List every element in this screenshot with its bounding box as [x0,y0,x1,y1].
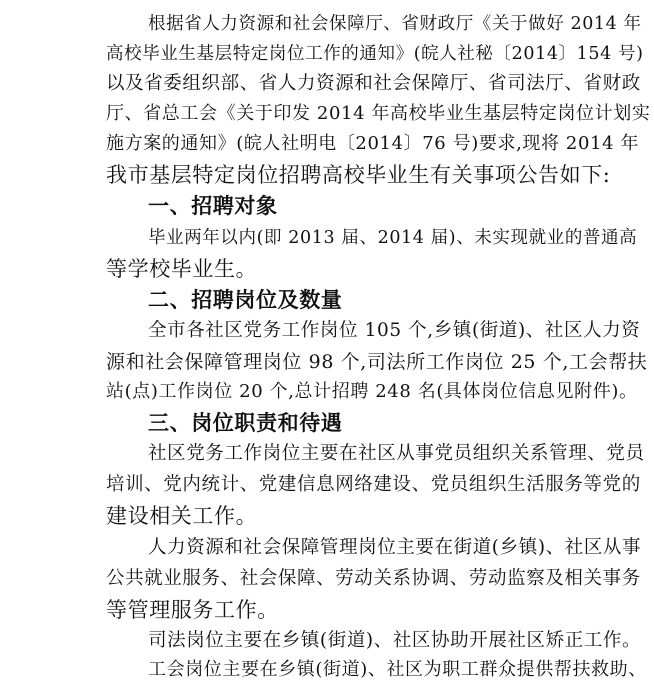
body-paragraph-line: 等学校毕业生。 [106,257,258,281]
body-paragraph-line: 毕业两年以内(即 2013 届、2014 届)、未实现就业的普通高 [148,228,638,248]
body-paragraph-line: 等管理服务工作。 [106,598,279,622]
body-paragraph-line: 工会岗位主要在乡镇(街道)、社区为职工群众提供帮扶救助、 [148,659,647,680]
body-paragraph-line: 我市基层特定岗位招聘高校毕业生有关事项公告如下: [106,163,611,187]
body-paragraph-line: 社区党务工作岗位主要在社区从事党员组织关系管理、党员 [148,443,645,464]
body-paragraph-line: 以及省委组织部、省人力资源和社会保障厅、省司法厅、省财政 [106,73,641,94]
body-paragraph-line: 人力资源和社会保障管理岗位主要在街道(乡镇)、社区从事 [148,537,642,558]
body-paragraph-line: 培训、党内统计、党建信息网络建设、党员组织生活服务等党的 [106,474,641,495]
body-paragraph-line: 厅、省总工会《关于印发 2014 年高校毕业生基层特定岗位计划实 [106,103,651,124]
body-paragraph-line: 建设相关工作。 [106,504,258,528]
body-paragraph-line: 根据省人力资源和社会保障厅、省财政厅《关于做好 2014 年 [148,14,642,34]
body-paragraph-line: 司法岗位主要在乡镇(街道)、社区协助开展社区矫正工作。 [148,630,642,651]
body-paragraph-line: 高校毕业生基层特定岗位工作的通知》(皖人社秘〔2014〕154 号) [106,44,644,64]
body-paragraph-line: 施方案的通知》(皖人社明电〔2014〕76 号)要求,现将 2014 年 [106,133,640,154]
body-paragraph-line: 全市各社区党务工作岗位 105 个,乡镇(街道)、社区人力资 [148,320,641,341]
body-paragraph-line: 公共就业服务、社会保障、劳动关系协调、劳动监察及相关事务 [106,568,641,589]
body-paragraph-line: 源和社会保障管理岗位 98 个,司法所工作岗位 25 个,工会帮扶 [106,351,648,373]
body-paragraph-line: 站(点)工作岗位 20 个,总计招聘 248 名(具体岗位信息见附件)。 [106,381,638,402]
section-heading-3: 三、岗位职责和待遇 [148,410,343,435]
section-heading-2: 二、招聘岗位及数量 [148,287,343,312]
section-heading-1: 一、招聘对象 [148,193,278,218]
